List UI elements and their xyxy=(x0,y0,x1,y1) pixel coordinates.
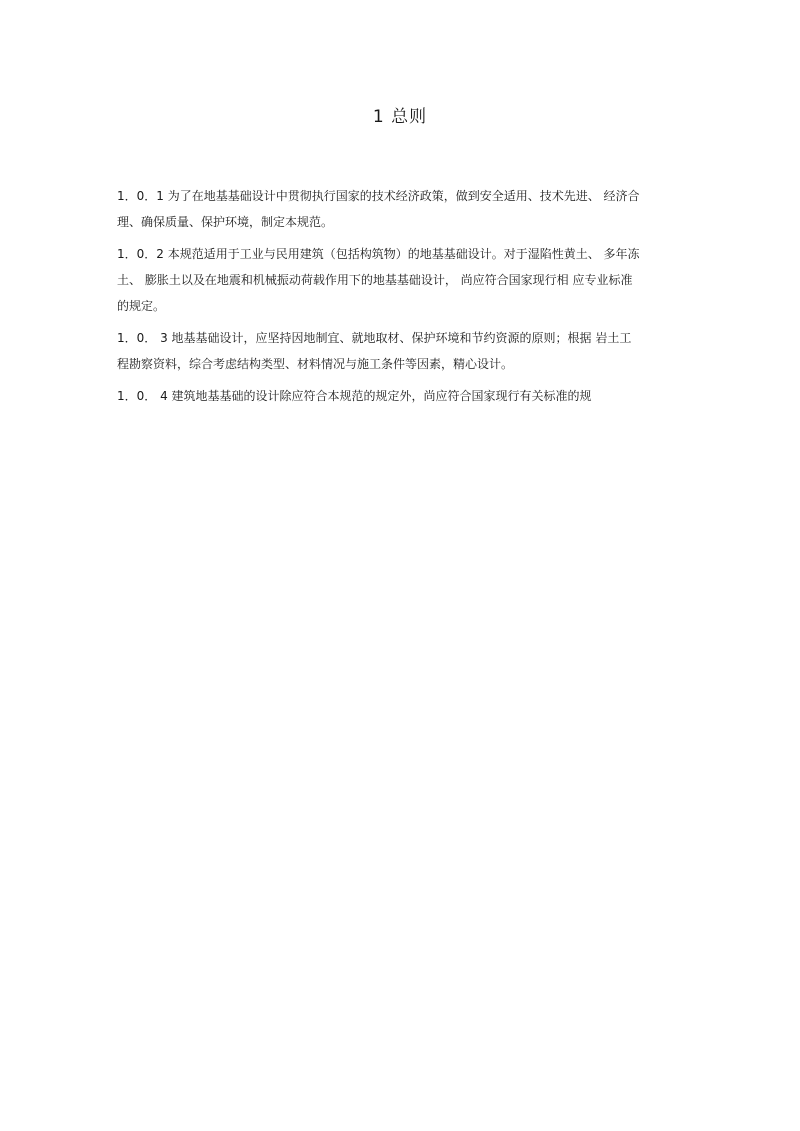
clause-1-0-2 xyxy=(117,241,677,319)
clause-line: 1．0．1 为了在地基基础设计中贯彻执行国家的技术经济政策，做到安全适用、技术先进、 经济合 xyxy=(117,189,640,203)
clause-line: 1．0． 4 建筑地基基础的设计除应符合本规范的规定外，尚应符合国家现行有关标准的规 xyxy=(117,389,592,403)
section-body xyxy=(117,183,677,415)
clause-1-0-1 xyxy=(117,183,677,235)
clause-line: 1．0．2 本规范适用于工业与民用建筑（包括构筑物）的地基基础设计。对于湿陷性黄土、 多年冻 xyxy=(117,247,640,261)
section-title: 1 总则 xyxy=(372,107,428,127)
clause-line: 的规定。 xyxy=(117,299,166,313)
clause-1-0-3 xyxy=(117,325,677,377)
clause-line: 理、确保质量、保护环境，制定本规范。 xyxy=(117,215,334,229)
clause-line: 1．0． 3 地基基础设计，应坚持因地制宜、就地取材、保护环境和节约资源的原则；根据 岩土工 xyxy=(117,331,632,345)
clause-line: 土、 膨胀土以及在地震和机械振动荷载作用下的地基基础设计， 尚应符合国家现行相 应专业标准 xyxy=(117,273,633,287)
clause-1-0-4 xyxy=(117,383,677,409)
clause-line: 程勘察资料，综合考虑结构类型、材料情况与施工条件等因素，精心设计。 xyxy=(117,357,514,371)
